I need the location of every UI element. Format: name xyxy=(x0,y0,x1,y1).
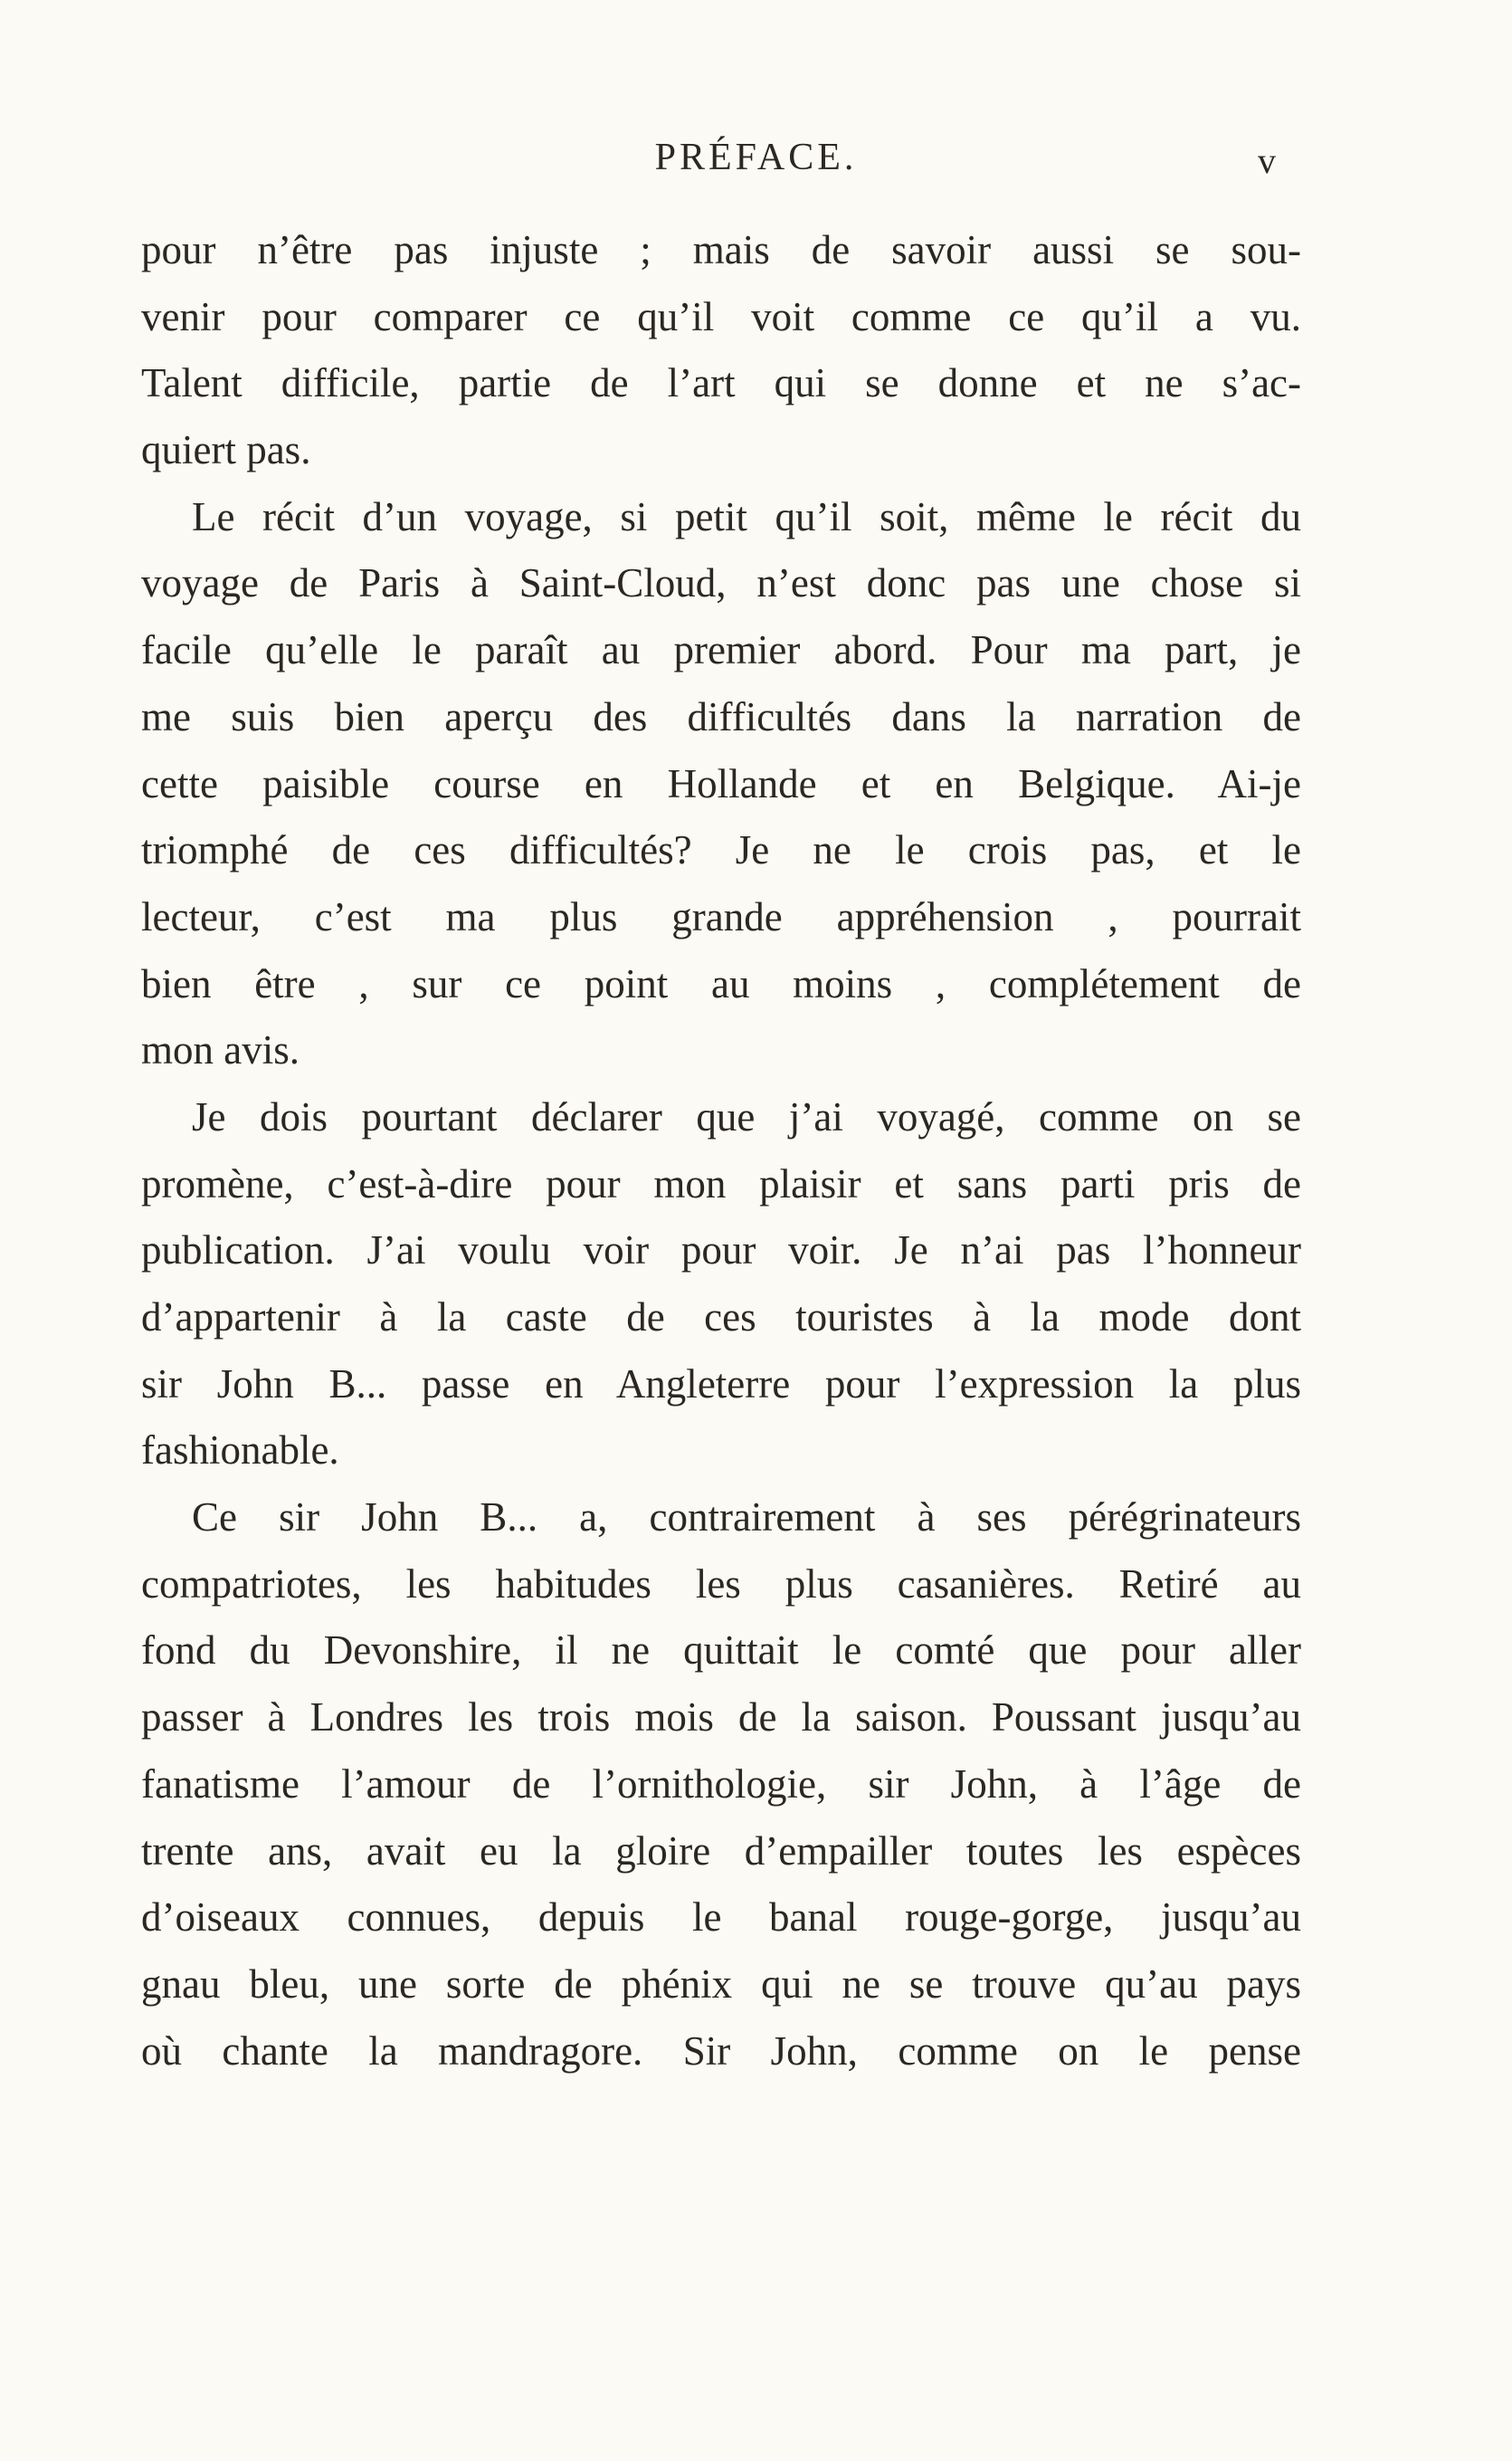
text-line: fashionable. xyxy=(141,1427,339,1474)
text-line: triomphé de ces difficultés? Je ne le crois pas, et le xyxy=(141,827,1301,873)
text-line: sir John B... passe en Angleterre pour l’expression la plus xyxy=(141,1360,1301,1407)
text-line: Je dois pourtant déclarer que j’ai voyagé, comme on se xyxy=(192,1093,1301,1140)
text-line: trente ans, avait eu la gloire d’empailler toutes les espèces xyxy=(141,1827,1301,1874)
text-line: pour n’être pas injuste ; mais de savoir aussi se sou- xyxy=(141,227,1301,272)
body-text xyxy=(141,217,1301,2084)
text-line: Le récit d’un voyage, si petit qu’il soit, même le récit du xyxy=(192,493,1301,539)
text-line: où chante la mandragore. Sir John, comme on le pense xyxy=(141,2027,1301,2074)
text-line: compatriotes, les habitudes les plus casanières. Retiré au xyxy=(141,1560,1301,1607)
text-line: me suis bien aperçu des difficultés dans la narration de xyxy=(141,693,1301,739)
paragraph xyxy=(141,217,1301,484)
text-line: cette paisible course en Hollande et en Belgique. Ai-je xyxy=(141,760,1301,806)
text-line: lecteur, c’est ma plus grande appréhension , pourrait xyxy=(141,893,1301,940)
text-line: fond du Devonshire, il ne quittait le comté que pour aller xyxy=(141,1627,1301,1674)
text-line: facile qu’elle le paraît au premier abord. Pour ma part, je xyxy=(141,627,1301,673)
paragraph xyxy=(141,484,1301,1084)
text-line: quiert pas. xyxy=(141,427,311,473)
text-line: bien être , sur ce point au moins , complétement de xyxy=(141,960,1301,1006)
text-line: passer à Londres les trois mois de la saison. Poussant jusqu’au xyxy=(141,1694,1301,1741)
text-line: d’appartenir à la caste de ces touristes à la mode dont xyxy=(141,1294,1301,1340)
running-title: PRÉFACE. xyxy=(654,137,858,178)
text-line: d’oiseaux connues, depuis le banal rouge-gorge, jusqu’au xyxy=(141,1894,1301,1941)
running-head xyxy=(0,136,1512,190)
text-line: mon avis. xyxy=(141,1027,300,1073)
page-number: v xyxy=(1258,140,1276,181)
text-line: Ce sir John B... a, contrairement à ses pérégrinateurs xyxy=(192,1494,1301,1541)
paragraph xyxy=(141,1084,1301,1484)
text-line: fanatisme l’amour de l’ornithologie, sir John, à l’âge de xyxy=(141,1760,1301,1807)
paragraph xyxy=(141,1484,1301,2084)
text-line: promène, c’est-à-dire pour mon plaisir et sans parti pris de xyxy=(141,1160,1301,1207)
text-line: venir pour comparer ce qu’il voit comme ce qu’il a vu. xyxy=(141,293,1301,339)
text-line: gnau bleu, une sorte de phénix qui ne se trouve qu’au pays xyxy=(141,1960,1301,2007)
text-line: Talent difficile, partie de l’art qui se donne et ne s’ac- xyxy=(141,360,1301,406)
text-line: publication. J’ai voulu voir pour voir. Je n’ai pas l’honneur xyxy=(141,1227,1301,1273)
text-line: voyage de Paris à Saint-Cloud, n’est donc pas une chose si xyxy=(141,560,1301,606)
